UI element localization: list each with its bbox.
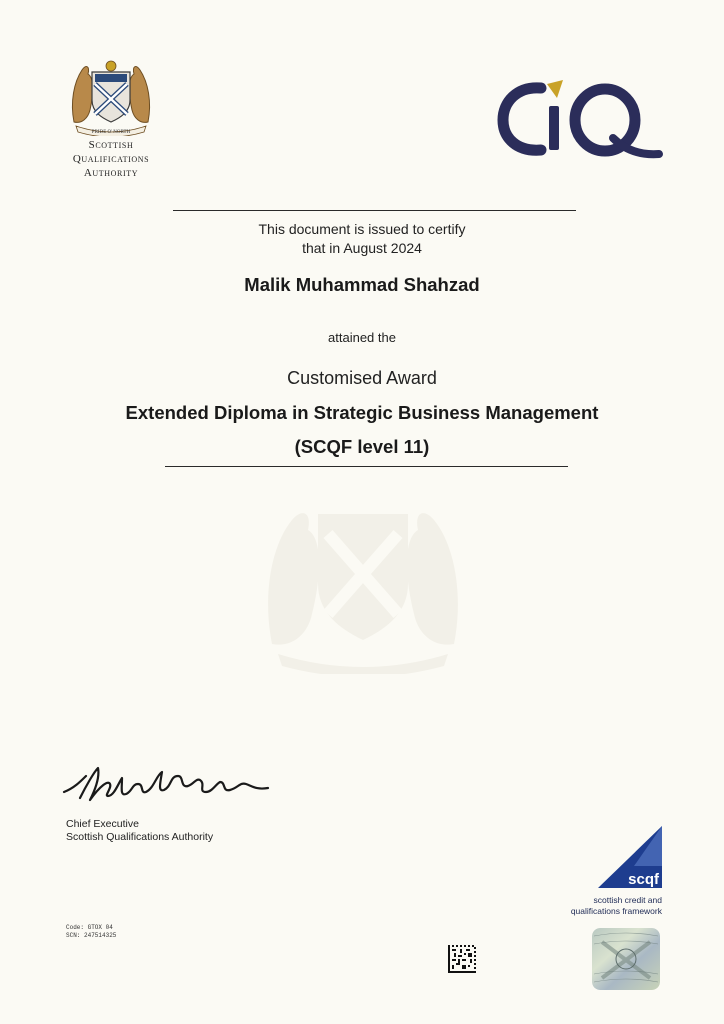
- signatory-title: [66, 818, 213, 844]
- sqa-crest-logo: [68, 52, 154, 136]
- signatory-role: Chief Executive: [66, 818, 139, 830]
- datamatrix-code: [448, 945, 476, 973]
- award-type: Customised Award: [287, 368, 437, 388]
- scqf-name-line: scottish credit and: [593, 895, 662, 905]
- sqa-name-line: Authority: [83, 167, 139, 179]
- sqa-name-line: Scottish: [88, 139, 134, 151]
- scqf-name-line: qualifications framework: [570, 906, 662, 916]
- scn-line: SCN: 247514325: [66, 932, 117, 939]
- divider-bottom: [165, 466, 568, 467]
- award-title: Extended Diploma in Strategic Business Management: [125, 402, 599, 423]
- certify-statement: [62, 220, 662, 258]
- ciq-logo-text: CIQ: [582, 159, 584, 160]
- signature: [60, 758, 272, 810]
- scqf-name: [540, 895, 662, 917]
- certify-line: This document is issued to certify: [258, 221, 466, 237]
- certify-line: that in August 2024: [302, 240, 422, 256]
- document-codes: [66, 924, 116, 940]
- sqa-name: [48, 138, 174, 180]
- scqf-logo: [598, 826, 662, 888]
- scqf-badge-text: scqf: [628, 871, 659, 888]
- recipient-name: Malik Muhammad Shahzad: [244, 274, 480, 295]
- attained-text: attained the: [328, 330, 396, 345]
- sqa-name-line: Qualifications: [72, 153, 150, 165]
- signatory-organisation: Scottish Qualifications Authority: [66, 831, 214, 843]
- ciq-logo: [497, 76, 667, 160]
- divider-top: [173, 210, 576, 211]
- code-line: Code: GTOX 04: [66, 924, 113, 931]
- award-level: (SCQF level 11): [294, 436, 430, 457]
- crest-watermark: [258, 484, 468, 674]
- security-hologram: [592, 928, 660, 990]
- crest-motto: PRIDE O' NORTH: [91, 130, 131, 135]
